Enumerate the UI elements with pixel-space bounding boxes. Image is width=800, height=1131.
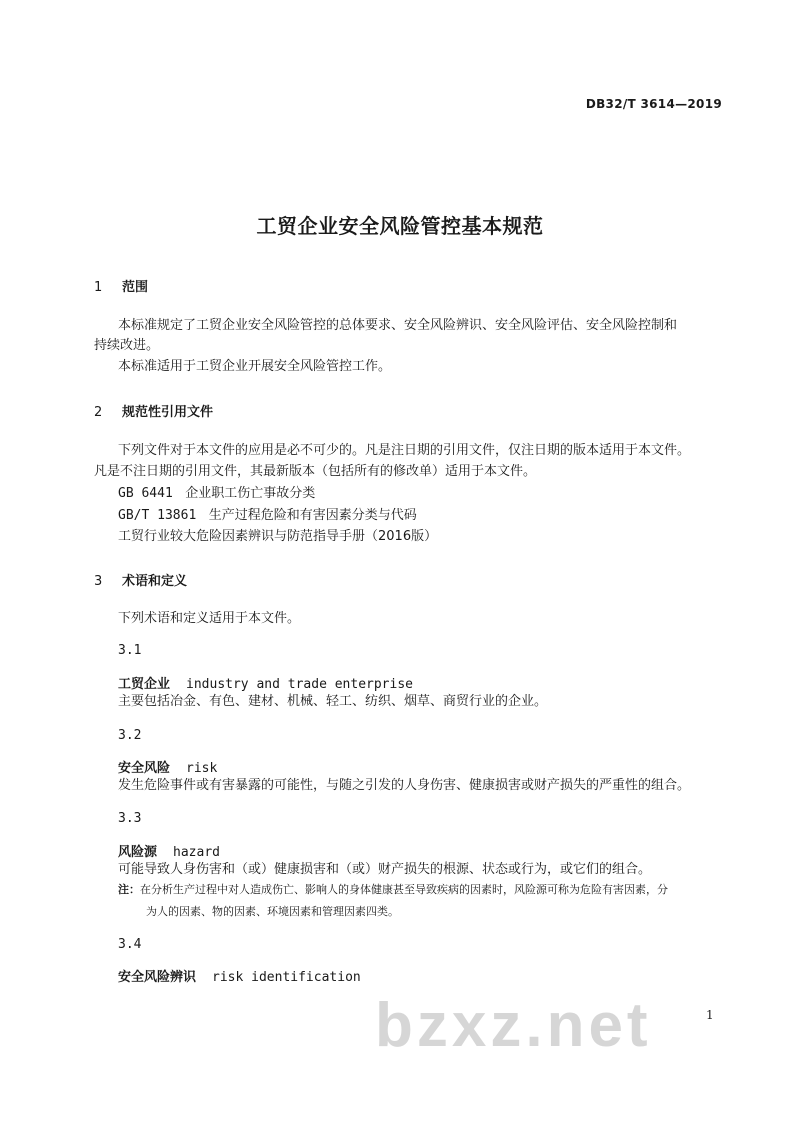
section-title: 规范性引用文件 — [122, 405, 214, 420]
term-number: 3.2 — [118, 728, 142, 743]
standard-code: DB32/T 3614—2019 — [585, 97, 722, 111]
document-title: 工贸企业安全风险管控基本规范 — [256, 214, 544, 238]
reference-code: GB/T 13861 — [118, 508, 197, 523]
term-en: risk identification — [212, 970, 361, 985]
term-heading — [118, 966, 361, 985]
reference-item — [118, 527, 437, 547]
term-cn: 安全风险 — [118, 761, 171, 776]
scope-applicability: 本标准适用于工贸企业开展安全风险管控工作。 — [118, 359, 392, 374]
watermark: bzxz.net — [375, 991, 652, 1060]
reference-name: 企业职工伤亡事故分类 — [185, 486, 316, 501]
page-number: 1 — [706, 1008, 714, 1022]
term-definition: 主要包括冶金、有色、建材、机械、轻工、纺织、烟草、商贸行业的企业。 — [118, 694, 548, 709]
section-title: 术语和定义 — [122, 574, 188, 589]
section-heading-normative-references — [94, 401, 213, 420]
reference-name: 工贸行业较大危险因素辨识与防范指导手册（2016版） — [118, 529, 438, 544]
term-number: 3.3 — [118, 811, 142, 826]
term-cn: 工贸企业 — [118, 677, 171, 692]
term-cn: 风险源 — [118, 845, 158, 860]
term-en: industry and trade enterprise — [186, 677, 413, 692]
reference-item — [118, 484, 315, 504]
section-number: 2 — [94, 405, 103, 420]
section-heading-terms — [94, 570, 187, 589]
section-heading-scope — [94, 276, 148, 295]
section-title: 范围 — [122, 280, 149, 295]
note-label: 注： — [118, 883, 140, 896]
section-number: 3 — [94, 574, 103, 589]
term-heading — [118, 673, 413, 692]
term-en: hazard — [173, 845, 220, 860]
term-en: risk — [186, 761, 218, 776]
term-cn: 安全风险辨识 — [118, 970, 197, 985]
section-number: 1 — [94, 280, 103, 295]
term-number: 3.1 — [118, 643, 142, 658]
scope-paragraph-line1: 本标准规定了工贸企业安全风险管控的总体要求、安全风险辨识、安全风险评估、安全风险控制和 — [118, 318, 678, 333]
reference-item — [118, 506, 417, 526]
term-definition: 可能导致人身伤害和（或）健康损害和（或）财产损失的根源、状态或行为，或它们的组合。 — [118, 862, 652, 877]
terms-intro: 下列术语和定义适用于本文件。 — [118, 611, 301, 626]
term-heading — [118, 757, 217, 776]
refs-intro-line1: 下列文件对于本文件的应用是必不可少的。凡是注日期的引用文件，仅注日期的版本适用于本文件。 — [118, 443, 691, 458]
note-line2: 为人的因素、物的因素、环境因素和管理因素四类。 — [146, 905, 399, 918]
reference-name: 生产过程危险和有害因素分类与代码 — [208, 508, 417, 523]
term-definition: 发生危险事件或有害暴露的可能性，与随之引发的人身伤害、健康损害或财产损失的严重性的组合。 — [118, 778, 691, 793]
reference-code: GB 6441 — [118, 486, 173, 501]
refs-intro-line2: 凡是不注日期的引用文件，其最新版本（包括所有的修改单）适用于本文件。 — [94, 464, 537, 479]
term-number: 3.4 — [118, 937, 142, 952]
term-heading — [118, 841, 220, 860]
note-line1 — [118, 880, 738, 900]
note-text: 在分析生产过程中对人造成伤亡、影响人的身体健康甚至导致疾病的因素时，风险源可称为危险有害因素，分 — [140, 883, 668, 896]
scope-paragraph-line2: 持续改进。 — [94, 338, 160, 353]
